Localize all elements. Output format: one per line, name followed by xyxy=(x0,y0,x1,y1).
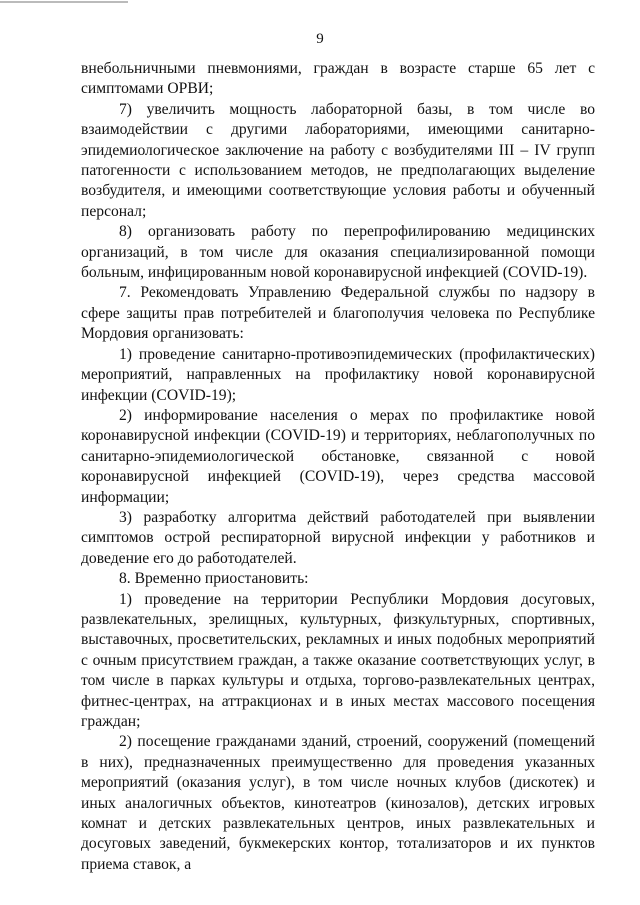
paragraph-section-7-item-1: 1) проведение санитарно-противоэпидемических (профилактических) мероприятий, направленных на профилактику новой коронавирусной инфекции (COVID-19); xyxy=(81,345,595,404)
body-text xyxy=(81,59,595,875)
paragraph-section-8: 8. Временно приостановить: xyxy=(119,570,309,588)
page-number: 9 xyxy=(316,31,324,47)
paragraph-section-7: 7. Рекомендовать Управлению Федеральной службы по надзору в сфере защиты прав потребителей и благополучия человека по Республике Мордовия организовать: xyxy=(81,284,595,343)
paragraph-section-8-item-1: 1) проведение на территории Республики Мордовия досуговых, развлекательных, зрелищных, культурных, физкультурных, спортивных, выставочных, просветительских, рекламных и иных подобных мероприятий с очным присутствием граждан, а также оказание соответствующих услуг, в том числе в парках культуры и отдыха, торгово-развлекательных центрах, фитнес-центрах, на аттракционах и в иных местах массового посещения граждан; xyxy=(81,590,595,730)
paragraph-section-7-item-2: 2) информирование населения о мерах по профилактике новой коронавирусной инфекции (COVID-19) и территориях, неблагополучных по санитарно-эпидемиологической обстановке, связанной с новой коронавирусной инфекцией (COVID-19), через средства массовой информации; xyxy=(81,406,595,506)
scan-edge-mark xyxy=(0,1,128,3)
paragraph-section-7-item-3: 3) разработку алгоритма действий работодателей при выявлении симптомов острой респираторной вирусной инфекции у работников и доведение его до работодателей. xyxy=(81,508,595,567)
paragraph-continuation: внебольничными пневмониями, граждан в возрасте старше 65 лет с симптомами ОРВИ; xyxy=(81,60,595,98)
paragraph-section-8-item-2: 2) посещение гражданами зданий, строений, сооружений (помещений в них), предназначенных преимущественно для проведения указанных мероприятий (оказания услуг), в том числе ночных клубов (дискотек) и иных аналогичных объектов, кинотеатров (кинозалов), детских игровых комнат и детских развлекательных центров, иных развлекательных и досуговых заведений, букмекерских контор, тотализаторов и их пунктов приема ставок, а xyxy=(81,733,595,873)
paragraph-item-7-lab-capacity: 7) увеличить мощность лабораторной базы, в том числе во взаимодействии с другими лабораториями, имеющими санитарно-эпидемиологическое заключение на работу с возбудителями III – IV групп патогенности с использованием методов, не предполагающих выделение возбудителя, и имеющими соответствующие условия работы и обученный персонал; xyxy=(81,100,595,220)
paragraph-item-8-reprofiling: 8) организовать работу по перепрофилированию медицинских организаций, в том числе для оказания специализированной помощи больным, инфицированным новой коронавирусной инфекцией (COVID-19). xyxy=(81,223,595,282)
